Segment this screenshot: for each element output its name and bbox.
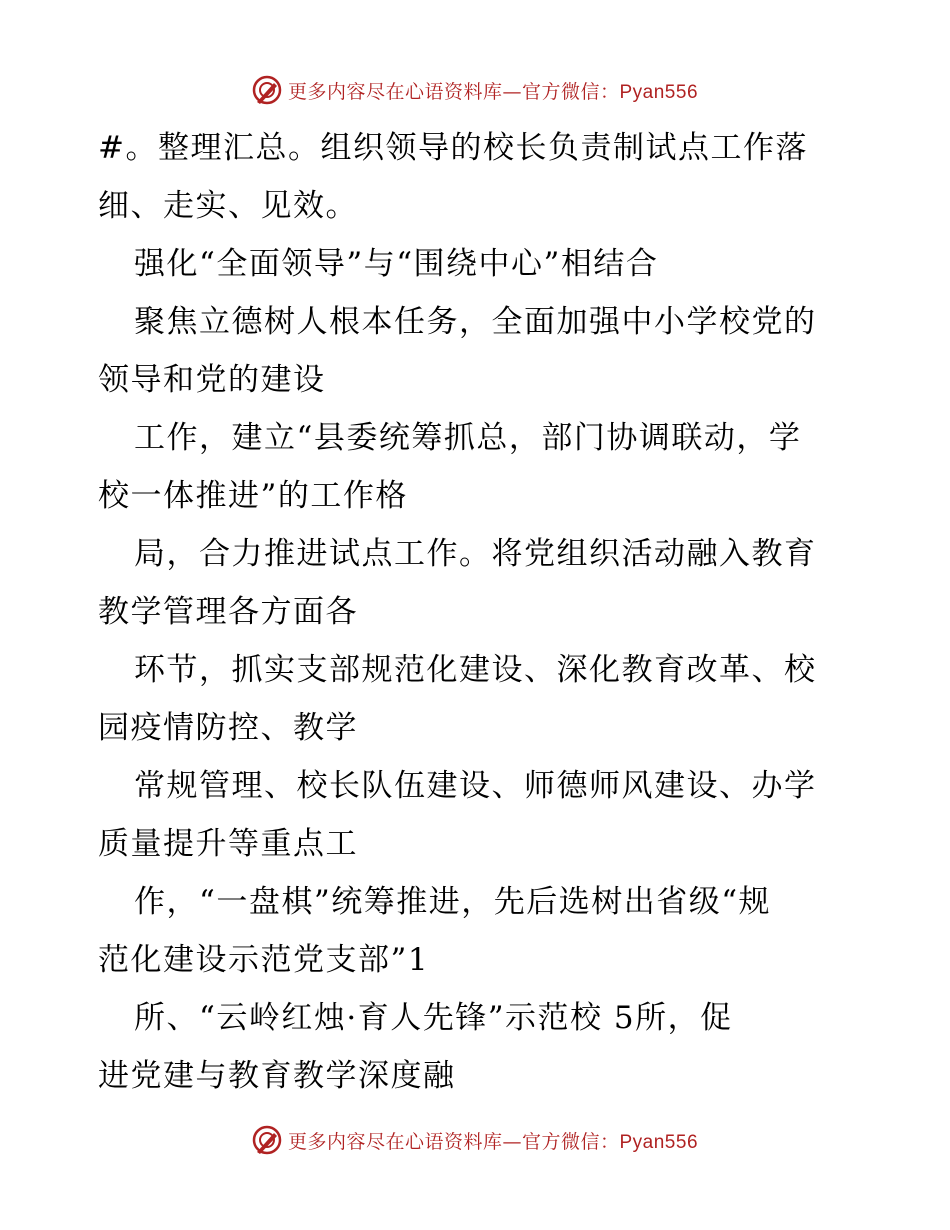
watermark-text: 更多内容尽在心语资料库—官方微信：Pyan556	[287, 1130, 699, 1153]
watermark-account: Pyan556	[619, 81, 699, 103]
body-line: 领导和党的建设	[98, 362, 326, 398]
body-line: 进党建与教育教学深度融	[98, 1058, 456, 1094]
body-line: 范化建设示范党支部”1	[98, 942, 430, 978]
body-line: 质量提升等重点工	[98, 826, 358, 862]
body-line: #。整理汇总。组织领导的校长负责制试点工作落	[98, 130, 808, 166]
body-line: 所、“云岭红烛·育人先锋”示范校 5所，促	[134, 1000, 733, 1036]
body-line: 教学管理各方面各	[98, 594, 358, 630]
watermark-header	[0, 70, 950, 110]
body-line: 园疫情防控、教学	[98, 710, 358, 746]
body-line: 局，合力推进试点工作。将党组织活动融入教育	[134, 536, 817, 572]
body-line: 工作，建立“县委统筹抓总，部门协调联动，学	[134, 420, 802, 456]
body-line: 细、走实、见效。	[98, 188, 358, 224]
body-line: 常规管理、校长队伍建设、师德师风建设、办学	[134, 768, 817, 804]
watermark-footer	[0, 1120, 950, 1160]
body-line: 校一体推进”的工作格	[98, 478, 408, 514]
pen-logo-icon	[252, 75, 282, 105]
pen-logo-icon	[252, 1125, 282, 1155]
body-line: 强化“全面领导”与“围绕中心”相结合	[134, 246, 659, 282]
body-line: 聚焦立德树人根本任务，全面加强中小学校党的	[134, 304, 817, 340]
body-line: 环节，抓实支部规范化建设、深化教育改革、校	[134, 652, 817, 688]
watermark-account: Pyan556	[619, 1131, 699, 1153]
body-line: 作，“一盘棋”统筹推进，先后选树出省级“规	[134, 884, 772, 920]
watermark-text: 更多内容尽在心语资料库—官方微信：Pyan556	[287, 80, 699, 103]
